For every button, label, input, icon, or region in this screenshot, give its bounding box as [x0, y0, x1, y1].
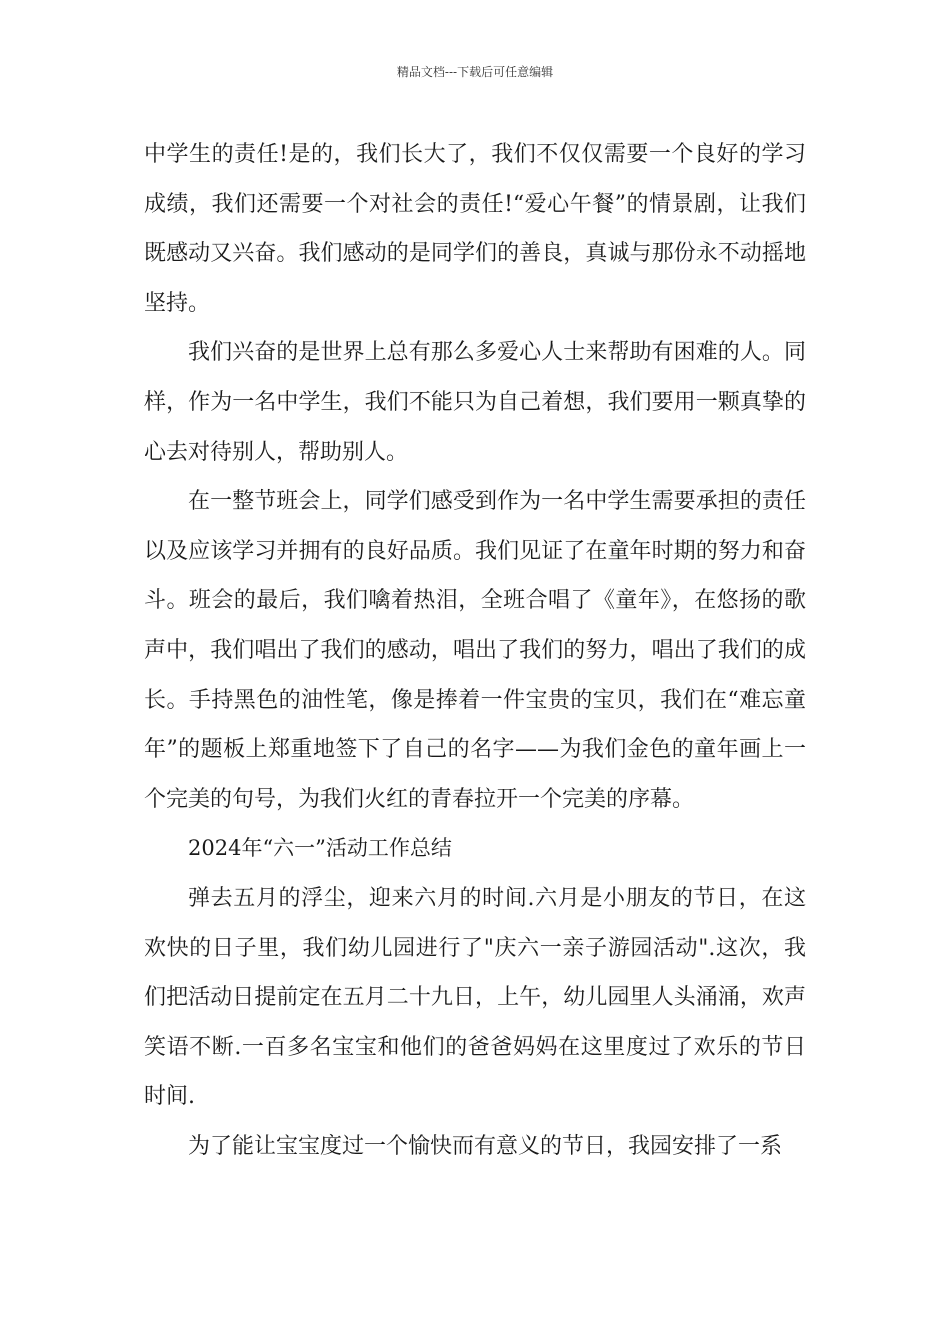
paragraph-class-meeting: 在一整节班会上，同学们感受到作为一名中学生需要承担的责任以及应该学习并拥有的良好品质。我们见证了在童年时期的努力和奋斗。班会的最后，我们噙着热泪，全班合唱了《童年》，在悠扬的歌声中，我们唱出了我们的感动，唱出了我们的努力，唱出了我们的成长。手持黑色的油性笔，像是捧着一件宝贵的宝贝，我们在“难忘童年”的题板上郑重地签下了自己的名字——为我们金色的童年画上一个完美的句号，为我们火红的青春拉开一个完美的序幕。 — [144, 489, 806, 812]
page-header: 精品文档---下载后可任意编辑 — [396, 65, 554, 79]
document-body — [144, 130, 806, 1171]
paragraph-responsibility: 中学生的责任!是的，我们长大了，我们不仅仅需要一个良好的学习成绩，我们还需要一个对社会的责任!“爱心午餐”的情景剧，让我们既感动又兴奋。我们感动的是同学们的善良，真诚与那份永不动摇地坚持。 — [144, 142, 806, 316]
paragraph-excitement: 我们兴奋的是世界上总有那么多爱心人士来帮助有困难的人。同样，作为一名中学生，我们不能只为自己着想，我们要用一颗真挚的心去对待别人，帮助别人。 — [144, 340, 806, 465]
paragraph-arrangement: 为了能让宝宝度过一个愉快而有意义的节日，我园安排了一系 — [188, 1133, 783, 1159]
section-heading: 2024年“六一”活动工作总结 — [188, 836, 452, 861]
paragraph-june-activity: 弹去五月的浮尘，迎来六月的时间.六月是小朋友的节日，在这欢快的日子里，我们幼儿园进行了"庆六一亲子游园活动".这次，我们把活动日提前定在五月二十九日，上午，幼儿园里人头涌涌，欢声笑语不断.一百多名宝宝和他们的爸爸妈妈在这里度过了欢乐的节日时间. — [144, 885, 806, 1110]
